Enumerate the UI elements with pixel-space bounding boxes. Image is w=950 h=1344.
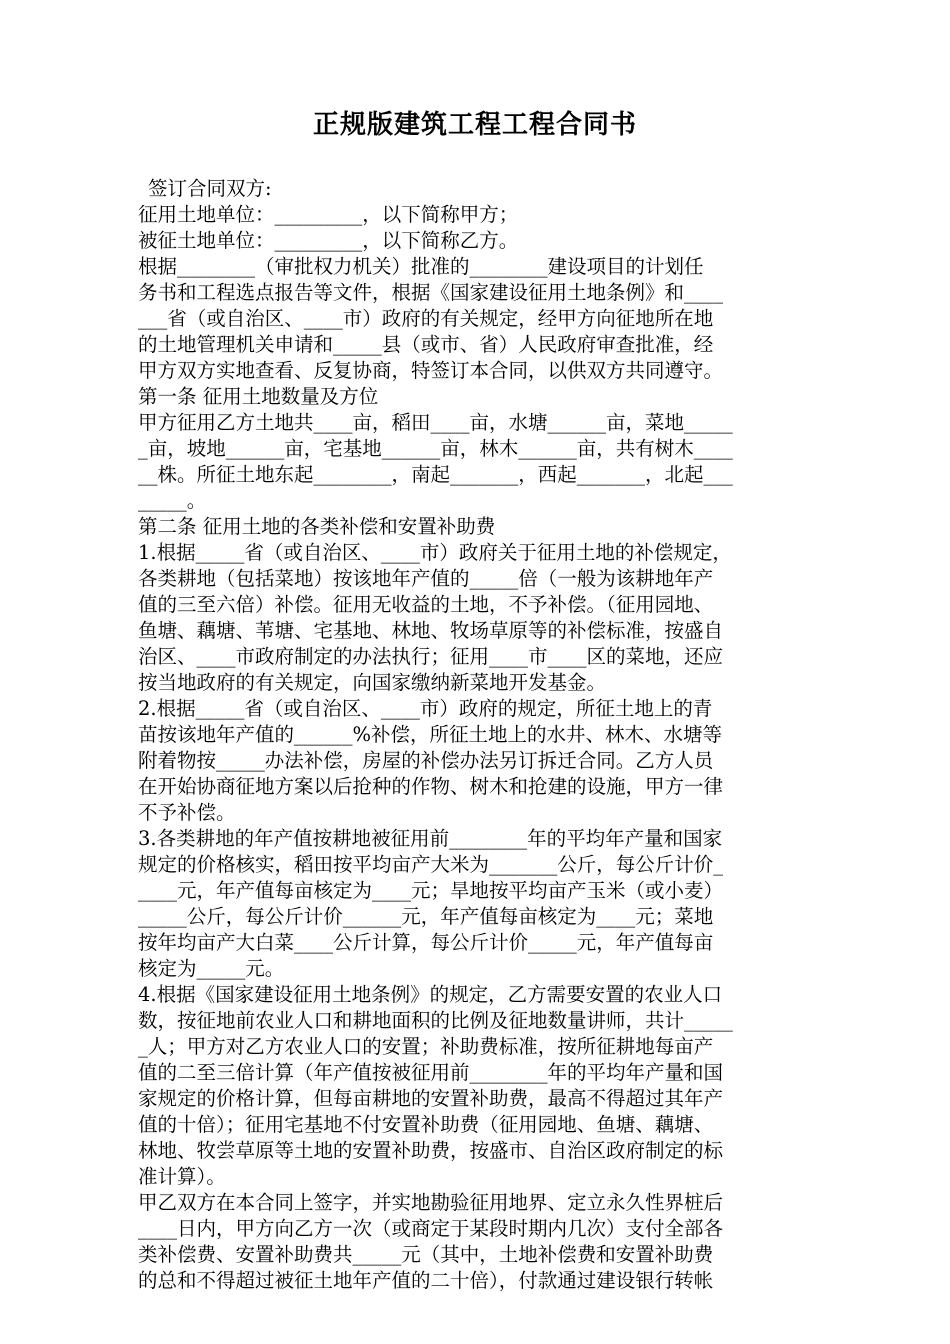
text-line: 按年均亩产大白菜____公斤计算，每公斤计价_____元，年产值每亩: [138, 931, 714, 954]
text-line: ____元，年产值每亩核定为____元；旱地按平均亩产玉米（或小麦）: [138, 879, 724, 902]
text-line: _亩，坡地______亩，宅基地______亩，林木______亩，共有树木____: [138, 437, 733, 460]
text-line: 被征土地单位：_________，以下简称乙方。: [138, 229, 519, 252]
text-line: 1.根据_____省（或自治区、____市）政府关于征用土地的补偿规定，: [138, 541, 732, 564]
text-line: 按当地政府的有关规定，向国家缴纳新菜地开发基金。: [138, 671, 607, 694]
text-line: ___省（或自治区、____市）政府的有关规定，经甲方向征地所在地: [138, 307, 714, 330]
text-line: 第一条 征用土地数量及方位: [138, 385, 379, 408]
text-line: 治区、____市政府制定的办法执行；征用____市____区的菜地，还应: [138, 645, 724, 668]
document-body: [138, 176, 816, 1294]
text-line: 征用土地单位：_________，以下简称甲方；: [138, 203, 519, 226]
text-line: 林地、牧尝草原等土地的安置补助费，按盛市、自治区政府制定的标: [138, 1139, 724, 1162]
text-line: 根据________（审批权力机关）批准的________建设项目的计划任: [138, 255, 704, 278]
text-line: 数，按征地前农业人口和耕地面积的比例及征地数量讲师，共计_____: [138, 1009, 733, 1032]
text-line: 签订合同双方:: [148, 177, 272, 200]
text-line: 在开始协商征地方案以后抢种的作物、树木和抢建的设施，甲方一律: [138, 775, 724, 798]
text-line: 准计算）。: [138, 1165, 226, 1188]
text-line: 家规定的价格计算，但每亩耕地的安置补助费，最高不得超过其年产: [138, 1087, 724, 1110]
text-line: 不予补偿。: [138, 801, 236, 824]
text-line: 4.根据《国家建设征用土地条例》的规定，乙方需要安置的农业人口: [138, 983, 723, 1006]
text-line: 的土地管理机关申请和_____县（或市、省）人民政府审查批准，经: [138, 333, 714, 356]
text-line: 甲方征用乙方土地共____亩，稻田____亩，水塘______亩，菜地_____: [138, 411, 733, 434]
text-line: 值的十倍）；征用宅基地不付安置补助费（征用园地、鱼塘、藕塘、: [138, 1113, 714, 1136]
text-line: 附着物按_____办法补偿，房屋的补偿办法另订拆迁合同。乙方人员: [138, 749, 714, 772]
text-line: 鱼塘、藕塘、苇塘、宅基地、林地、牧场草原等的补偿标准，按盛自: [138, 619, 724, 642]
text-line: __株。所征土地东起________，南起_______，西起_______，北起___: [138, 463, 733, 486]
text-line: 3.各类耕地的年产值按耕地被征用前________年的平均年产量和国家: [138, 827, 723, 850]
text-line: 2.根据_____省（或自治区、____市）政府的规定，所征土地上的青: [138, 697, 713, 720]
text-line: 核定为_____元。: [138, 957, 285, 980]
text-line: _人；甲方对乙方农业人口的安置；补助费标准，按所征耕地每亩产: [138, 1035, 714, 1058]
text-line: 第二条 征用土地的各类补偿和安置补助费: [138, 515, 496, 538]
text-line: _____公斤，每公斤计价______元，年产值每亩核定为____元；菜地: [138, 905, 714, 928]
text-line: 甲乙双方在本合同上签字，并实地勘验征用地界、定立永久性界桩后: [138, 1191, 724, 1214]
text-line: 苗按该地年产值的______%补偿，所征土地上的水井、林木、水塘等: [138, 723, 723, 746]
text-line: 务书和工程选点报告等文件，根据《国家建设征用土地条例》和____: [138, 281, 724, 304]
text-line: 各类耕地（包括菜地）按该地年产值的_____倍（一般为该耕地年产: [138, 567, 714, 590]
text-line: 值的三至六倍）补偿。征用无收益的土地，不予补偿。（征用园地、: [138, 593, 714, 616]
text-line: ____日内，甲方向乙方一次（或商定于某段时期内几次）支付全部各: [138, 1217, 724, 1240]
text-line: 规定的价格核实，稻田按平均亩产大米为_______公斤，每公斤计价_: [138, 853, 724, 876]
document-title: 正规版建筑工程工程合同书: [312, 110, 637, 140]
text-line: 甲方双方实地查看、反复协商，特签订本合同，以供双方共同遵守。: [138, 359, 724, 382]
text-line: 的总和不得超过被征土地年产值的二十倍），付款通过建设银行转帐: [138, 1269, 714, 1292]
text-line: 类补偿费、安置补助费共_____元（其中，土地补偿费和安置补助费: [138, 1243, 714, 1266]
text-line: 值的二至三倍计算（年产值按被征用前________年的平均年产量和国: [138, 1061, 724, 1084]
text-line: _____。: [138, 489, 207, 512]
